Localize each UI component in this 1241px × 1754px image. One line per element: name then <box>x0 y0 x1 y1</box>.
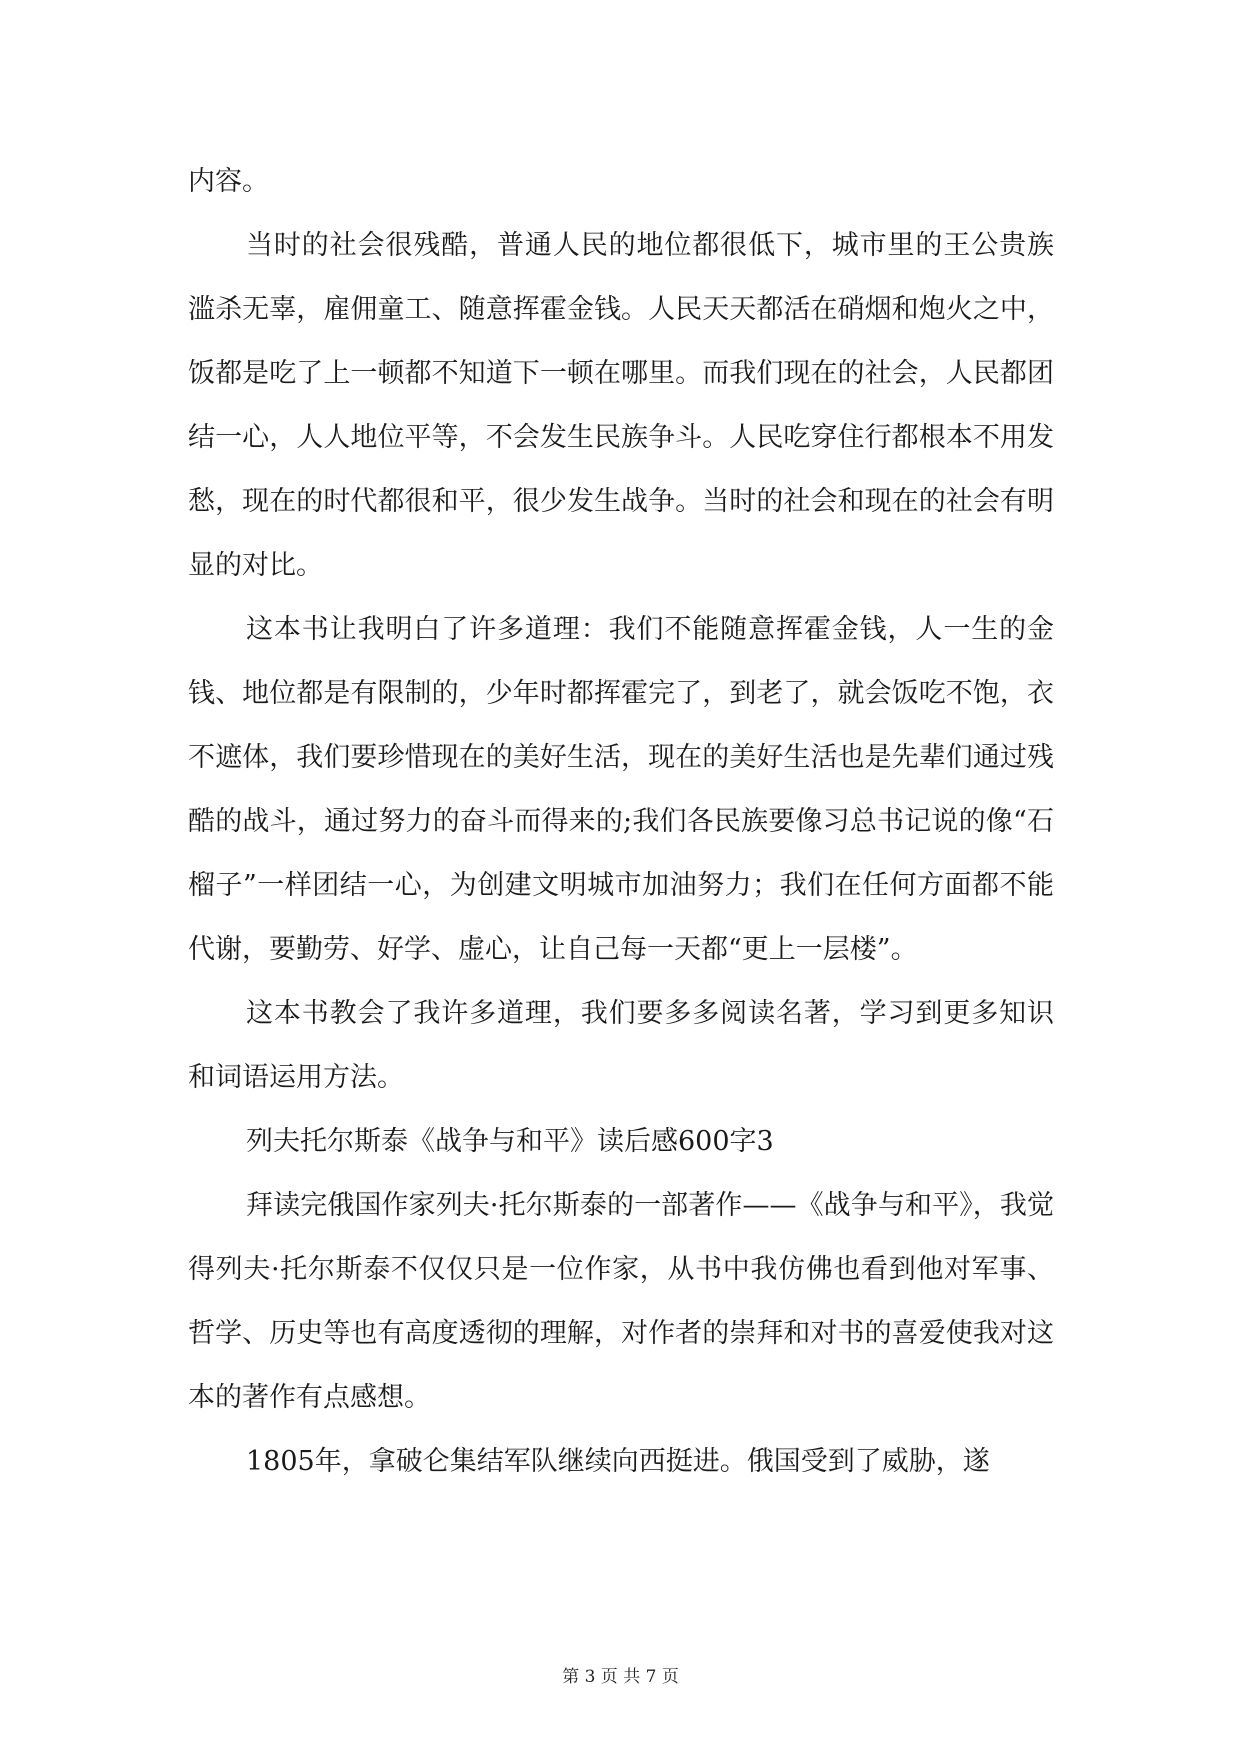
paragraph-6: 拜读完俄国作家列夫·托尔斯泰的一部著作——《战争与和平》，我觉得列夫·托尔斯泰不仅仅只是一位作家，从书中我仿佛也看到他对军事、哲学、历史等也有高度透彻的理解，对作者的崇拜和对书的喜爱使我对这本的著作有点感想。 <box>188 1190 1054 1413</box>
paragraph-4: 这本书教会了我许多道理，我们要多多阅读名著，学习到更多知识和词语运用方法。 <box>188 998 1054 1093</box>
paragraph-3: 这本书让我明白了许多道理：我们不能随意挥霍金钱，人一生的金钱、地位都是有限制的，少年时都挥霍完了，到老了，就会饭吃不饱，衣不遮体，我们要珍惜现在的美好生活，现在的美好生活也是先辈们通过残酷的战斗，通过努力的奋斗而得来的;我们各民族要像习总书记说的像“石榴子”一样团结一心，为创建文明城市加油努力；我们在任何方面都不能代谢，要勤劳、好学、虚心，让自己每一天都“更上一层楼”。 <box>188 614 1054 965</box>
body-text <box>188 150 1054 1494</box>
paragraph-7: 1805年，拿破仑集结军队继续向西挺进。俄国受到了威胁，遂 <box>246 1446 990 1477</box>
page-number-footer: 第 3 页 共 7 页 <box>562 1667 679 1687</box>
paragraph-2: 当时的社会很残酷，普通人民的地位都很低下，城市里的王公贵族滥杀无辜，雇佣童工、随意挥霍金钱。人民天天都活在硝烟和炮火之中，饭都是吃了上一顿都不知道下一顿在哪里。而我们现在的社会，人民都团结一心，人人地位平等，不会发生民族争斗。人民吃穿住行都根本不用发愁，现在的时代都很和平，很少发生战争。当时的社会和现在的社会有明显的对比。 <box>188 230 1054 581</box>
section-heading: 列夫托尔斯泰《战争与和平》读后感600字3 <box>246 1126 774 1157</box>
paragraph-1: 内容。 <box>188 166 269 197</box>
